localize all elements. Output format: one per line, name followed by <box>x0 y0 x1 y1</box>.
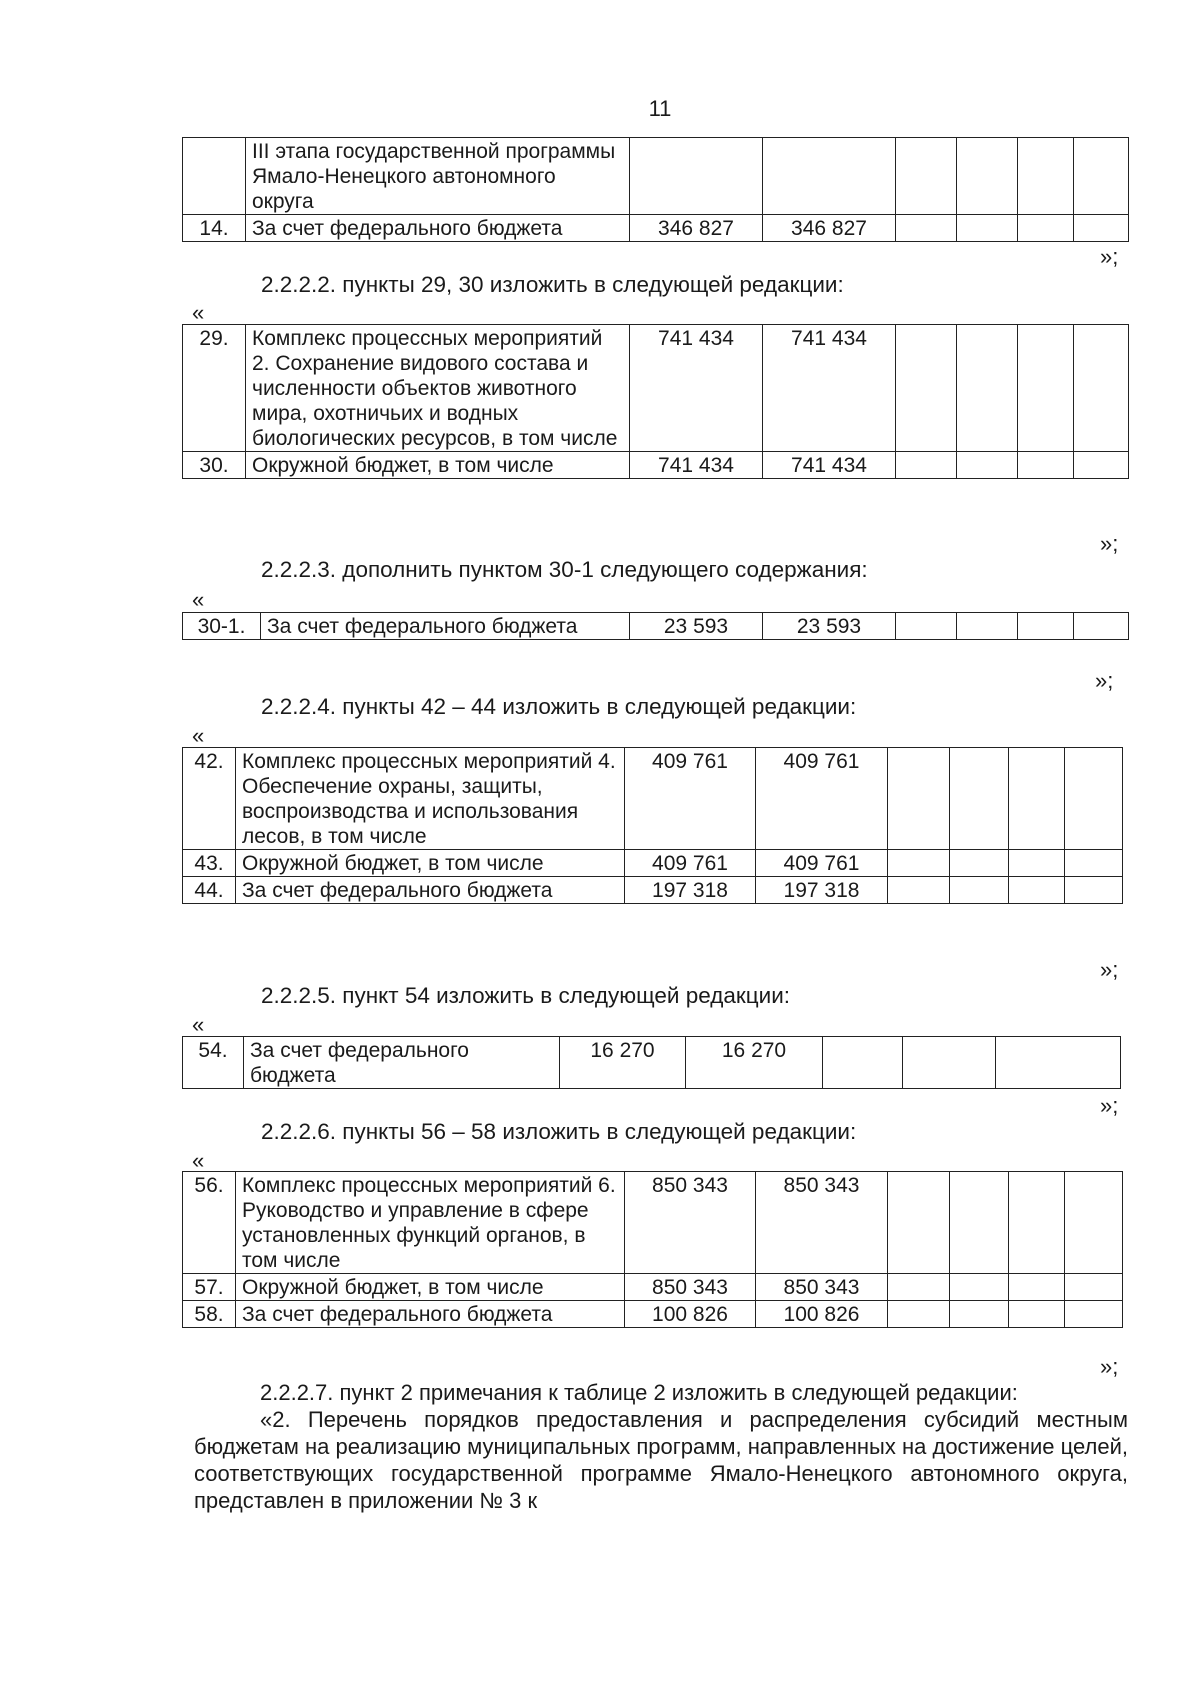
section-heading: 2.2.2.6. пункты 56 – 58 изложить в следующей редакции: <box>261 1119 857 1144</box>
empty-cell <box>1009 850 1065 877</box>
empty-cell <box>1065 748 1123 850</box>
empty-cell <box>823 1037 903 1089</box>
row-name: За счет федерального бюджета <box>236 877 625 904</box>
empty-cell <box>1009 877 1065 904</box>
table-stage3 <box>182 137 1129 242</box>
row-value-1: 409 761 <box>625 748 756 850</box>
paragraph-amendment: 2.2.2.7. пункт 2 примечания к таблице 2 изложить в следующей редакции: <box>260 1380 1018 1405</box>
empty-cell <box>1009 748 1065 850</box>
table-row <box>183 1037 1121 1089</box>
empty-cell <box>1074 452 1129 479</box>
empty-cell <box>1018 325 1074 452</box>
empty-cell <box>896 613 957 640</box>
table-row <box>183 1172 1123 1274</box>
section-heading: 2.2.2.2. пункты 29, 30 изложить в следующей редакции: <box>261 272 844 297</box>
table-row <box>183 325 1129 452</box>
section-heading: 2.2.2.3. дополнить пунктом 30-1 следующего содержания: <box>261 557 868 582</box>
table-item-54 <box>182 1036 1121 1089</box>
empty-cell <box>1074 138 1129 215</box>
close-quote: »; <box>1100 957 1119 982</box>
open-quote: « <box>192 300 205 325</box>
empty-cell <box>1065 850 1123 877</box>
row-value-2: 850 343 <box>756 1172 888 1274</box>
empty-cell <box>1018 215 1074 242</box>
row-name: Комплекс процессных мероприятий 4. Обеспечение охраны, защиты, воспроизводства и использования лесов, в том числе <box>236 748 625 850</box>
table-row <box>183 877 1123 904</box>
row-value-2: 16 270 <box>686 1037 823 1089</box>
row-name: За счет федерального бюджета <box>261 613 630 640</box>
empty-cell <box>950 1274 1009 1301</box>
row-name: За счет федерального бюджета <box>244 1037 560 1089</box>
row-value-1: 741 434 <box>630 452 763 479</box>
row-number: 30-1. <box>183 613 261 640</box>
empty-cell <box>888 1172 950 1274</box>
empty-cell <box>1018 452 1074 479</box>
row-value-1: 197 318 <box>625 877 756 904</box>
row-name: Комплекс процессных мероприятий 6. Руководство и управление в сфере установленных функций органов, в том числе <box>236 1172 625 1274</box>
empty-cell <box>1009 1172 1065 1274</box>
open-quote: « <box>192 1012 205 1037</box>
section-heading: 2.2.2.4. пункты 42 – 44 изложить в следующей редакции: <box>261 694 857 719</box>
row-name: Окружной бюджет, в том числе <box>236 1274 625 1301</box>
empty-cell <box>1018 138 1074 215</box>
row-value-2: 23 593 <box>763 613 896 640</box>
row-name: III этапа государственной программы Ямало-Ненецкого автономного округа <box>246 138 630 215</box>
row-value-1: 16 270 <box>560 1037 686 1089</box>
open-quote: « <box>192 587 205 612</box>
row-number: 43. <box>183 850 236 877</box>
table-row <box>183 452 1129 479</box>
row-number: 44. <box>183 877 236 904</box>
row-number: 57. <box>183 1274 236 1301</box>
empty-cell <box>888 850 950 877</box>
empty-cell <box>950 850 1009 877</box>
empty-cell <box>950 748 1009 850</box>
empty-cell <box>896 138 957 215</box>
table-row <box>183 215 1129 242</box>
row-value-1: 850 343 <box>625 1172 756 1274</box>
empty-cell <box>1009 1274 1065 1301</box>
empty-cell <box>896 325 957 452</box>
row-number: 54. <box>183 1037 244 1089</box>
empty-cell <box>1009 1301 1065 1328</box>
table-row <box>183 748 1123 850</box>
section-heading: 2.2.2.5. пункт 54 изложить в следующей редакции: <box>261 983 791 1008</box>
row-value-1: 346 827 <box>630 215 763 242</box>
table-item-30-1 <box>182 612 1129 640</box>
empty-cell <box>1074 215 1129 242</box>
empty-cell <box>1074 325 1129 452</box>
table-row <box>183 1301 1123 1328</box>
row-value-1: 100 826 <box>625 1301 756 1328</box>
row-value-2 <box>763 138 896 215</box>
paragraph-note-2: «2. Перечень порядков предоставления и распределения субсидий местным бюджетам на реализацию муниципальных программ, направленных на достижение целей, соответствующих государственной программе Ямало-Ненецкого автономного округа, представлен в приложении № 3 к <box>194 1407 1128 1513</box>
row-number: 58. <box>183 1301 236 1328</box>
empty-cell <box>888 748 950 850</box>
row-value-2: 100 826 <box>756 1301 888 1328</box>
empty-cell <box>957 138 1018 215</box>
table-items-56-58 <box>182 1171 1123 1328</box>
empty-cell <box>896 215 957 242</box>
empty-cell <box>888 877 950 904</box>
row-value-2: 409 761 <box>756 850 888 877</box>
page-number: 11 <box>648 96 672 121</box>
close-quote: »; <box>1100 531 1119 556</box>
empty-cell <box>1074 613 1129 640</box>
empty-cell <box>950 1301 1009 1328</box>
empty-cell <box>950 877 1009 904</box>
close-quote: »; <box>1100 1354 1119 1379</box>
row-value-2: 741 434 <box>763 325 896 452</box>
close-quote: »; <box>1100 1093 1119 1118</box>
table-row <box>183 613 1129 640</box>
row-value-1: 741 434 <box>630 325 763 452</box>
empty-cell <box>1065 1274 1123 1301</box>
table-row <box>183 138 1129 215</box>
close-quote: »; <box>1095 668 1114 693</box>
table-row <box>183 850 1123 877</box>
empty-cell <box>957 215 1018 242</box>
row-number: 30. <box>183 452 246 479</box>
row-value-2: 741 434 <box>763 452 896 479</box>
row-number: 56. <box>183 1172 236 1274</box>
close-quote: »; <box>1100 244 1119 269</box>
open-quote: « <box>192 723 205 748</box>
table-row <box>183 1274 1123 1301</box>
table-items-29-30 <box>182 324 1129 479</box>
row-number: 42. <box>183 748 236 850</box>
row-value-2: 346 827 <box>763 215 896 242</box>
row-name: Комплекс процессных мероприятий 2. Сохранение видового состава и численности объектов животного мира, охотничьих и водных биологических ресурсов, в том числе <box>246 325 630 452</box>
empty-cell <box>888 1301 950 1328</box>
note-paragraphs <box>194 1379 1128 1514</box>
empty-cell <box>903 1037 996 1089</box>
row-name: Окружной бюджет, в том числе <box>236 850 625 877</box>
table-items-42-44 <box>182 747 1123 904</box>
row-value-2: 850 343 <box>756 1274 888 1301</box>
row-value-1 <box>630 138 763 215</box>
row-value-1: 850 343 <box>625 1274 756 1301</box>
empty-cell <box>950 1172 1009 1274</box>
row-name: За счет федерального бюджета <box>236 1301 625 1328</box>
empty-cell <box>1065 1301 1123 1328</box>
empty-cell <box>957 613 1018 640</box>
row-name: За счет федерального бюджета <box>246 215 630 242</box>
row-number <box>183 138 246 215</box>
row-name: Окружной бюджет, в том числе <box>246 452 630 479</box>
empty-cell <box>1065 877 1123 904</box>
empty-cell <box>996 1037 1121 1089</box>
empty-cell <box>1018 613 1074 640</box>
row-value-1: 23 593 <box>630 613 763 640</box>
empty-cell <box>957 325 1018 452</box>
empty-cell <box>1065 1172 1123 1274</box>
open-quote: « <box>192 1148 205 1173</box>
row-value-1: 409 761 <box>625 850 756 877</box>
empty-cell <box>957 452 1018 479</box>
row-number: 29. <box>183 325 246 452</box>
row-value-2: 197 318 <box>756 877 888 904</box>
empty-cell <box>896 452 957 479</box>
empty-cell <box>888 1274 950 1301</box>
row-value-2: 409 761 <box>756 748 888 850</box>
row-number: 14. <box>183 215 246 242</box>
